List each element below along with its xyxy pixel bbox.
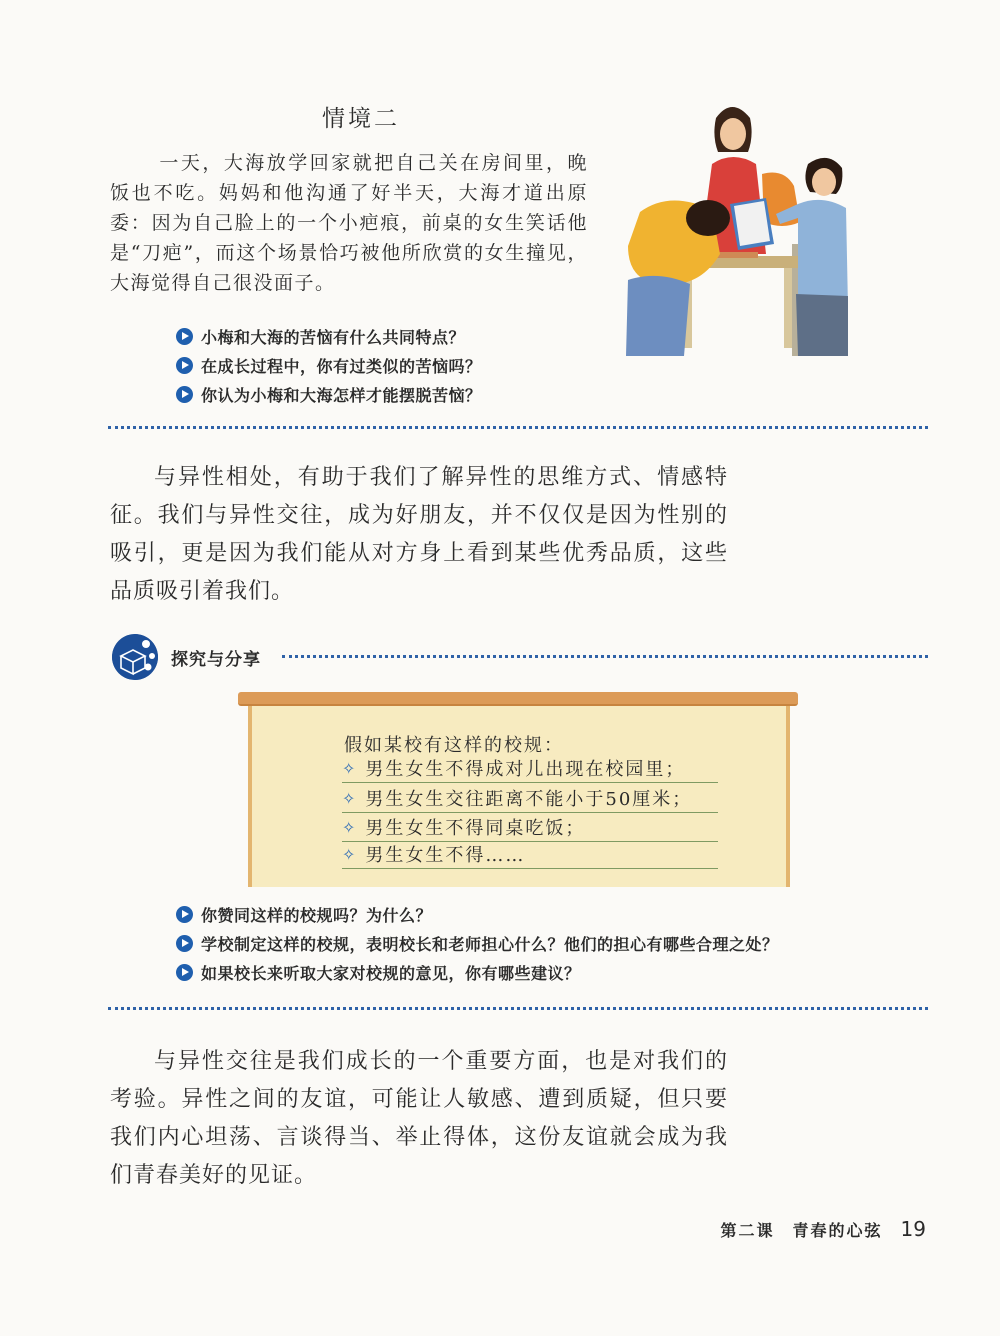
dotted-divider [282, 655, 928, 658]
question-item: 如果校长来听取大家对校规的意见，你有哪些建议？ [176, 958, 779, 987]
scenario-title: 情境二 [322, 106, 400, 132]
dotted-divider [108, 426, 928, 429]
page-footer [721, 1217, 926, 1241]
classroom-illustration [612, 94, 848, 356]
body-paragraph-1: 与异性相处，有助于我们了解异性的思维方式、情感特征。我们与异性交往，成为好朋友，并不仅仅是因为性别的吸引，更是因为我们能从对方身上看到某些优秀品质，这些品质吸引着我们。 [110, 465, 728, 604]
diamond-icon: ✧ [342, 817, 358, 837]
question-item: 你赞同这样的校规吗？为什么？ [176, 900, 779, 929]
boy-head [686, 200, 730, 236]
diamond-icon: ✧ [342, 844, 358, 864]
rule-item: ✧ 男生女生交往距离不能小于50厘米； [342, 784, 718, 813]
questions-list-1 [176, 322, 482, 409]
scenario-paragraph: 一天，大海放学回家就把自己关在房间里，晚饭也不吃。妈妈和他沟通了好半天，大海才道出原委：因为自己脸上的一个小疤痕，前桌的女生笑话他是“刀疤”，而这个场景恰巧被他所欣赏的女生撞见，大海觉得自己很没面子。 [110, 152, 588, 294]
rule-item: ✧ 男生女生不得成对儿出现在校园里； [342, 754, 718, 783]
rule-item: ✧ 男生女生不得同桌吃饭； [342, 813, 718, 842]
arrow-right-icon [176, 935, 193, 952]
boy-jeans [626, 276, 690, 356]
body-paragraph-2: 与异性交往是我们成长的一个重要方面，也是对我们的考验。异性之间的友谊，可能让人敏感、遭到质疑，但只要我们内心坦荡、言谈得当、举止得体，这份友谊就会成为我们青春美好的见证。 [110, 1049, 728, 1188]
question-item: 小梅和大海的苦恼有什么共同特点？ [176, 322, 482, 351]
arrow-right-icon [176, 386, 193, 403]
chapter-title: 第二课 青春的心弦 [720, 1221, 883, 1240]
board-rod [238, 692, 798, 706]
right-girl-jacket [798, 200, 848, 311]
rule-item: ✧ 男生女生不得…… [342, 840, 718, 869]
arrow-right-icon [176, 964, 193, 981]
questions-list-2 [176, 900, 779, 987]
arrow-right-icon [176, 328, 193, 345]
diamond-icon: ✧ [342, 788, 358, 808]
arrow-right-icon [176, 906, 193, 923]
arrow-right-icon [176, 357, 193, 374]
explore-share-label: 探究与分享 [171, 650, 261, 670]
explore-share-icon [112, 634, 158, 680]
page-number: 19 [900, 1217, 926, 1241]
diamond-icon: ✧ [342, 758, 358, 778]
standing-girl-face [720, 118, 746, 150]
question-item: 你认为小梅和大海怎样才能摆脱苦恼？ [176, 380, 482, 409]
board-heading: 假如某校有这样的校规： [344, 735, 564, 756]
question-item: 学校制定这样的校规，表明校长和老师担心什么？他们的担心有哪些合理之处？ [176, 929, 779, 958]
dotted-divider [108, 1007, 928, 1010]
question-item: 在成长过程中，你有过类似的苦恼吗？ [176, 351, 482, 380]
